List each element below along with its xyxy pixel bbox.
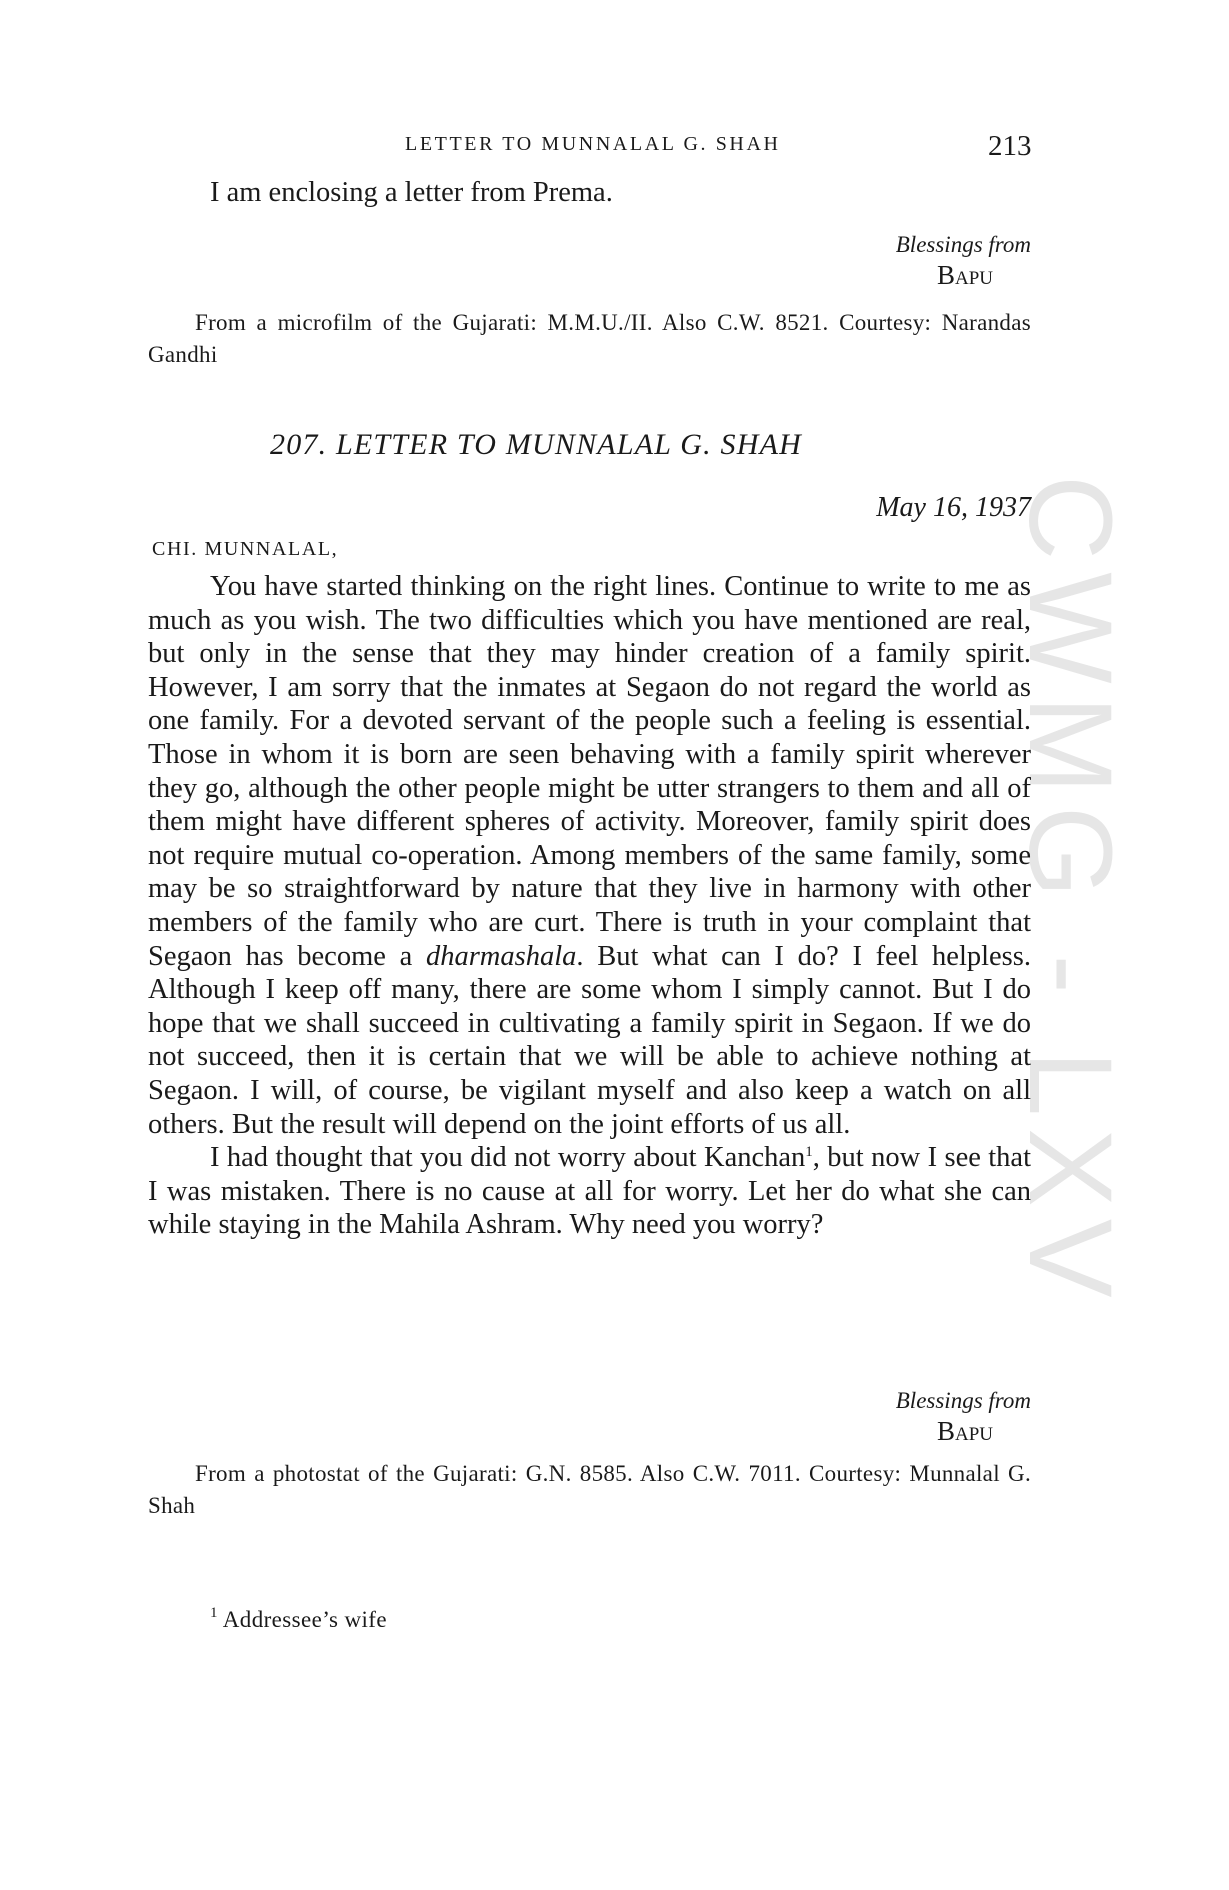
body-text: I had thought that you did not worry about Kanchan bbox=[210, 1142, 806, 1174]
watermark: CWMG - LXV bbox=[1004, 475, 1136, 1310]
footnote-number: 1 bbox=[210, 1605, 218, 1621]
signature: Bapu bbox=[936, 1416, 993, 1446]
letter-heading: 207. LETTER TO MUNNALAL G. SHAH bbox=[270, 428, 803, 461]
source-note: From a microfilm of the Gujarati: M.M.U./II. Also C.W. 8521. Courtesy: Narandas Gandhi bbox=[148, 310, 1031, 367]
body-text: , but now I see that I was mistaken. There is no cause at all for worry. Let her do what she can while staying in the Mahila Ashram. Why need you worry? bbox=[148, 1142, 1031, 1241]
previous-letter-signoff bbox=[148, 230, 1031, 290]
closing-line: I am enclosing a letter from Prema. bbox=[210, 177, 613, 208]
source-note: From a photostat of the Gujarati: G.N. 8585. Also C.W. 7011. Courtesy: Munnalal G. Shah bbox=[148, 1461, 1031, 1518]
signature: Bapu bbox=[936, 260, 993, 290]
footnote-ref: 1 bbox=[805, 1144, 813, 1161]
blessings-from: Blessings from bbox=[895, 1388, 1031, 1413]
page-number: 213 bbox=[988, 130, 1032, 162]
previous-letter-source bbox=[148, 307, 1031, 371]
running-head: LETTER TO MUNNALAL G. SHAH bbox=[405, 133, 781, 155]
letter-signoff bbox=[148, 1386, 1031, 1446]
salutation: CHI. MUNNALAL, bbox=[152, 538, 339, 560]
blessings-from: Blessings from bbox=[895, 232, 1031, 257]
body-text: . But what can I do? I feel helpless. Although I keep off many, there are some whom I simply cannot. But I do hope that we shall succeed in cultivating a family spirit in Segaon. If we do not succeed, then it is certain that we will be able to achieve nothing at Segaon. I will, of course, be vigilant myself and also keep a watch on all others. But the result will depend on the joint efforts of us all. bbox=[148, 940, 1031, 1140]
previous-letter-close bbox=[148, 176, 1031, 210]
body-text: You have started thinking on the right lines. Continue to write to me as much as you wish. The two difficulties which you have mentioned are real, but only in the sense that they may hinder creation of a family spirit. However, I am sorry that the inmates at Segaon do not regard the world as one family. For a devoted servant of the people such a feeling is essential. Those in whom it is born are seen behaving with a family spirit wherever they go, although the other people might be utter strangers to them and all of them might have different spheres of activity. Moreover, family spirit does not require mutual co-operation. Among members of the same family, some may be so straightforward by nature that they live in harmony with other members of the family who are curt. There is truth in your complaint that Segaon has become a bbox=[148, 571, 1031, 972]
body-paragraph bbox=[148, 570, 1031, 1141]
letter-body bbox=[148, 570, 1031, 1242]
footnote-text: Addressee’s wife bbox=[222, 1607, 387, 1632]
letter-date: May 16, 1937 bbox=[876, 492, 1031, 523]
italic-term: dharmashala bbox=[425, 940, 577, 972]
letter-source bbox=[148, 1458, 1031, 1522]
body-paragraph bbox=[148, 1141, 1031, 1242]
footnote bbox=[210, 1607, 387, 1633]
